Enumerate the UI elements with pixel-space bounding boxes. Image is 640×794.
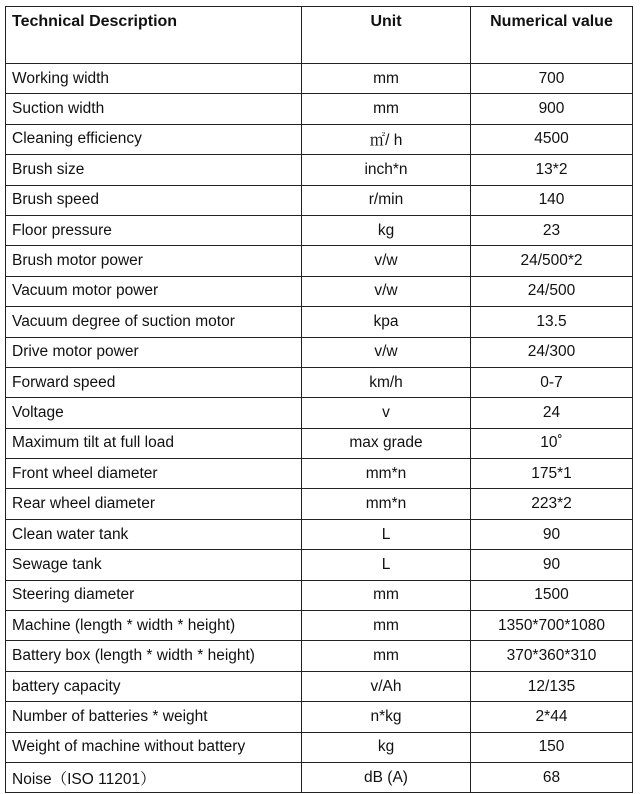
cell-description: Forward speed	[6, 367, 302, 397]
cell-unit: v/w	[302, 246, 471, 276]
cell-unit: mm	[302, 64, 471, 94]
header-description: Technical Description	[6, 7, 302, 64]
cell-unit: mm	[302, 580, 471, 610]
header-value: Numerical value	[471, 7, 633, 64]
cell-unit: v/w	[302, 276, 471, 306]
cell-unit: kg	[302, 732, 471, 762]
table-row	[6, 762, 633, 792]
spec-table	[5, 6, 633, 793]
table-row	[6, 702, 633, 732]
cell-description: Battery box (length * width * height)	[6, 641, 302, 671]
cell-unit: mm	[302, 94, 471, 124]
cell-value: 90	[471, 550, 633, 580]
cell-description: Vacuum motor power	[6, 276, 302, 306]
cell-value: 223*2	[471, 489, 633, 519]
cell-unit: r/min	[302, 185, 471, 215]
cell-value: 24/500	[471, 276, 633, 306]
cell-description: Suction width	[6, 94, 302, 124]
cell-description: Number of batteries * weight	[6, 702, 302, 732]
cell-value: 90	[471, 519, 633, 549]
cell-description: Vacuum degree of suction motor	[6, 307, 302, 337]
cell-description: Floor pressure	[6, 215, 302, 245]
cell-description: Brush speed	[6, 185, 302, 215]
cell-description: Voltage	[6, 398, 302, 428]
table-row	[6, 489, 633, 519]
table-row	[6, 246, 633, 276]
table-row	[6, 124, 633, 154]
table-row	[6, 580, 633, 610]
cell-unit: dB (A)	[302, 762, 471, 792]
cell-description: Sewage tank	[6, 550, 302, 580]
table-row	[6, 428, 633, 458]
cell-unit: v/Ah	[302, 671, 471, 701]
cell-value: 150	[471, 732, 633, 762]
cell-description: Drive motor power	[6, 337, 302, 367]
cell-description: Steering diameter	[6, 580, 302, 610]
cell-unit: L	[302, 550, 471, 580]
cell-description: Cleaning efficiency	[6, 124, 302, 154]
cell-description: Clean water tank	[6, 519, 302, 549]
table-row	[6, 459, 633, 489]
cell-unit: L	[302, 519, 471, 549]
table-row	[6, 641, 633, 671]
cell-value: 175*1	[471, 459, 633, 489]
cell-unit: v	[302, 398, 471, 428]
cell-value: 24	[471, 398, 633, 428]
cell-value: 1350*700*1080	[471, 611, 633, 641]
table-row	[6, 94, 633, 124]
cell-value: 1500	[471, 580, 633, 610]
cell-description: battery capacity	[6, 671, 302, 701]
cell-unit: mm*n	[302, 459, 471, 489]
cell-description: Machine (length * width * height)	[6, 611, 302, 641]
cell-value: 900	[471, 94, 633, 124]
cell-value: 68	[471, 762, 633, 792]
cell-description: Maximum tilt at full load	[6, 428, 302, 458]
cell-description: Weight of machine without battery	[6, 732, 302, 762]
cell-value: 370*360*310	[471, 641, 633, 671]
table-row	[6, 185, 633, 215]
cell-unit: inch*n	[302, 155, 471, 185]
cell-value: 700	[471, 64, 633, 94]
cell-description: Rear wheel diameter	[6, 489, 302, 519]
cell-value: 10˚	[471, 428, 633, 458]
cell-unit: ㎡/ h	[302, 124, 471, 154]
table-row	[6, 276, 633, 306]
table-row	[6, 671, 633, 701]
table-row	[6, 398, 633, 428]
table-row	[6, 550, 633, 580]
cell-unit: mm	[302, 611, 471, 641]
cell-unit: mm	[302, 641, 471, 671]
cell-value: 2*44	[471, 702, 633, 732]
header-unit: Unit	[302, 7, 471, 64]
table-row	[6, 337, 633, 367]
cell-value: 0-7	[471, 367, 633, 397]
cell-unit: kg	[302, 215, 471, 245]
cell-value: 24/500*2	[471, 246, 633, 276]
header-row	[6, 7, 633, 64]
table-row	[6, 519, 633, 549]
cell-description: Noise（ISO 11201）	[6, 762, 302, 792]
cell-description: Brush motor power	[6, 246, 302, 276]
table-row	[6, 732, 633, 762]
table-row	[6, 611, 633, 641]
table-row	[6, 307, 633, 337]
cell-value: 12/135	[471, 671, 633, 701]
cell-unit: v/w	[302, 337, 471, 367]
cell-value: 13*2	[471, 155, 633, 185]
cell-value: 24/300	[471, 337, 633, 367]
cell-value: 4500	[471, 124, 633, 154]
cell-unit: km/h	[302, 367, 471, 397]
cell-description: Brush size	[6, 155, 302, 185]
table-row	[6, 367, 633, 397]
table-row	[6, 155, 633, 185]
table-row	[6, 215, 633, 245]
cell-unit: n*kg	[302, 702, 471, 732]
cell-value: 140	[471, 185, 633, 215]
cell-unit: kpa	[302, 307, 471, 337]
cell-value: 13.5	[471, 307, 633, 337]
cell-unit: max grade	[302, 428, 471, 458]
cell-unit: mm*n	[302, 489, 471, 519]
cell-value: 23	[471, 215, 633, 245]
cell-description: Front wheel diameter	[6, 459, 302, 489]
table-row	[6, 64, 633, 94]
cell-description: Working width	[6, 64, 302, 94]
